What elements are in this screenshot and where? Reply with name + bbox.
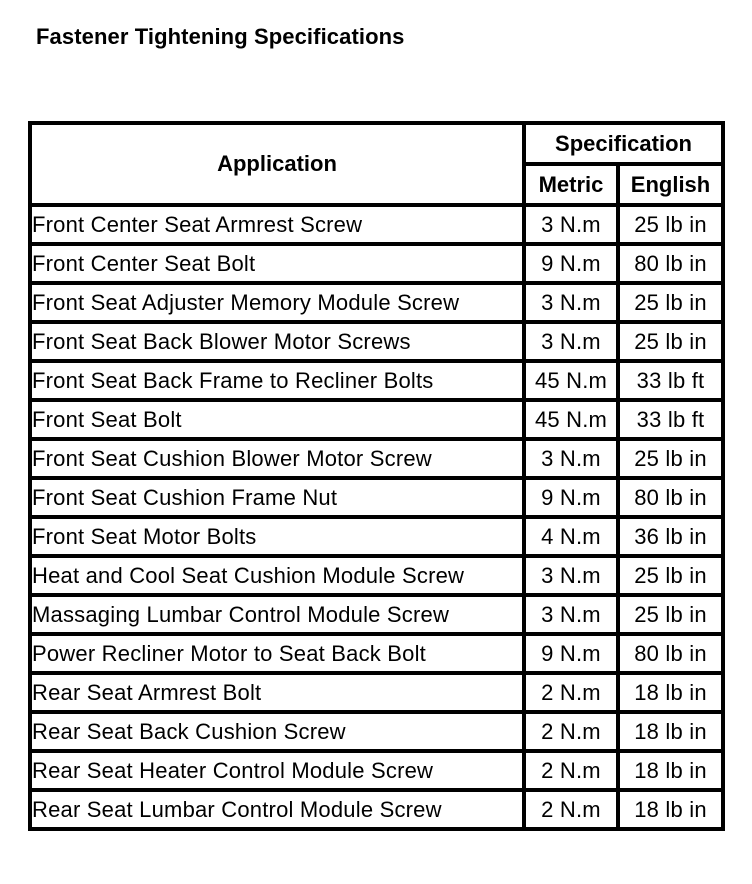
cell-english: 33 lb ft [618,361,723,400]
cell-metric: 3 N.m [524,283,618,322]
table-row [30,439,723,478]
cell-application: Front Seat Motor Bolts [30,517,524,556]
cell-english: 33 lb ft [618,400,723,439]
cell-english: 80 lb in [618,244,723,283]
table-row [30,400,723,439]
table-row [30,712,723,751]
cell-metric: 3 N.m [524,322,618,361]
header-row-top [30,123,723,164]
cell-metric: 2 N.m [524,712,618,751]
table-row [30,751,723,790]
cell-english: 25 lb in [618,556,723,595]
cell-metric: 9 N.m [524,634,618,673]
cell-application: Rear Seat Lumbar Control Module Screw [30,790,524,829]
cell-english: 25 lb in [618,205,723,244]
cell-english: 18 lb in [618,751,723,790]
cell-english: 25 lb in [618,322,723,361]
cell-application: Rear Seat Armrest Bolt [30,673,524,712]
column-header-specification: Specification [524,123,723,164]
table-row [30,478,723,517]
cell-english: 36 lb in [618,517,723,556]
table-row [30,790,723,829]
cell-application: Front Seat Adjuster Memory Module Screw [30,283,524,322]
table-row [30,517,723,556]
table-body [30,205,723,829]
cell-english: 80 lb in [618,634,723,673]
cell-english: 25 lb in [618,439,723,478]
column-header-application: Application [30,123,524,205]
cell-application: Front Seat Bolt [30,400,524,439]
cell-application: Front Center Seat Armrest Screw [30,205,524,244]
table-row [30,244,723,283]
cell-metric: 2 N.m [524,751,618,790]
table-row [30,634,723,673]
cell-english: 18 lb in [618,673,723,712]
cell-english: 25 lb in [618,283,723,322]
cell-metric: 45 N.m [524,400,618,439]
cell-application: Front Seat Back Frame to Recliner Bolts [30,361,524,400]
cell-metric: 3 N.m [524,595,618,634]
cell-metric: 3 N.m [524,556,618,595]
table-row [30,283,723,322]
table-row [30,673,723,712]
cell-metric: 9 N.m [524,244,618,283]
cell-application: Rear Seat Heater Control Module Screw [30,751,524,790]
cell-english: 18 lb in [618,712,723,751]
column-header-english: English [618,164,723,205]
cell-english: 80 lb in [618,478,723,517]
table-row [30,361,723,400]
cell-application: Rear Seat Back Cushion Screw [30,712,524,751]
cell-metric: 2 N.m [524,790,618,829]
cell-english: 18 lb in [618,790,723,829]
column-header-metric: Metric [524,164,618,205]
cell-application: Front Seat Cushion Frame Nut [30,478,524,517]
cell-metric: 2 N.m [524,673,618,712]
cell-metric: 4 N.m [524,517,618,556]
cell-application: Front Center Seat Bolt [30,244,524,283]
cell-application: Front Seat Back Blower Motor Screws [30,322,524,361]
cell-metric: 9 N.m [524,478,618,517]
cell-english: 25 lb in [618,595,723,634]
cell-metric: 3 N.m [524,205,618,244]
cell-application: Massaging Lumbar Control Module Screw [30,595,524,634]
cell-application: Front Seat Cushion Blower Motor Screw [30,439,524,478]
table-row [30,205,723,244]
table-row [30,556,723,595]
table-row [30,322,723,361]
table-row [30,595,723,634]
cell-metric: 45 N.m [524,361,618,400]
cell-application: Power Recliner Motor to Seat Back Bolt [30,634,524,673]
cell-application: Heat and Cool Seat Cushion Module Screw [30,556,524,595]
cell-metric: 3 N.m [524,439,618,478]
table-header [30,123,723,205]
fastener-spec-table [28,121,725,831]
page-title: Fastener Tightening Specifications [36,24,405,49]
